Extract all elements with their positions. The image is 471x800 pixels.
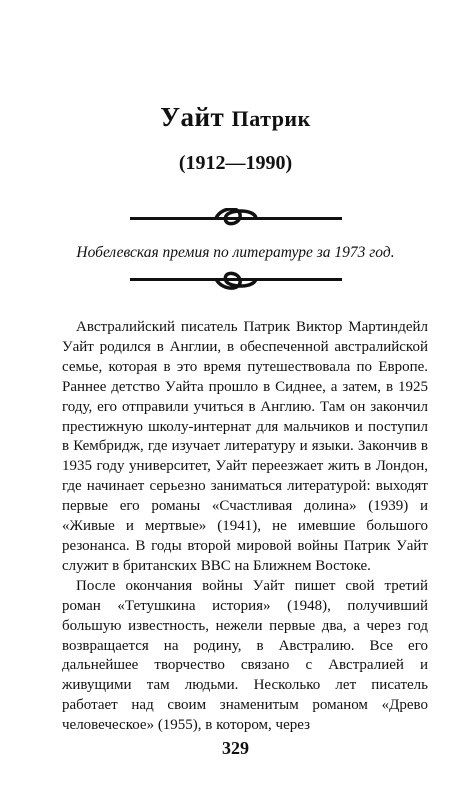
paragraph: После окончания войны Уайт пишет свой третий роман «Тетушкина история» (1948), получивший большую известность, нежели первые два, а через год возвращается на родину, в Австралию. Все его дальнейшее творчество связано с Австралией и живущими там людьми. Несколько лет писатель работает над своим знаменитым романом «Древо человеческое» (1955), в котором, через [62, 577, 428, 734]
author-surname: Уайт [160, 102, 225, 132]
author-given-name: Патрик [231, 106, 311, 131]
paragraph: Австралийский писатель Патрик Виктор Мартиндейл Уайт родился в Англии, в обеспеченной австралийской семье, которая в это время путешествовала по Европе. Раннее детство Уайта прошло в Сиднее, а затем, в 1925 году, его отправили учиться в Англию. Там он закончил престижную школу-интернат для мальчиков и поступил в Кембридж, где изучает литературу и языки. Закончив в 1935 году университет, Уайт переезжает жить в Лондон, где начинает серьезно заниматься литературой: выходят первые его романы «Счастливая долина» (1939) и «Живые и мертвые» (1941), не имевшие большого резонанса. В годы второй мировой войны Патрик Уайт служит в британских ВВС на Ближнем Востоке. [62, 319, 428, 574]
nobel-prize-line: Нобелевская премия по литературе за 1973 год. [76, 244, 395, 261]
body-text [62, 318, 428, 736]
page-title [0, 102, 471, 133]
page-number: 329 [222, 738, 249, 758]
top-ornament [130, 208, 342, 228]
bottom-ornament [130, 270, 342, 290]
author-years: (1912—1990) [178, 152, 293, 174]
